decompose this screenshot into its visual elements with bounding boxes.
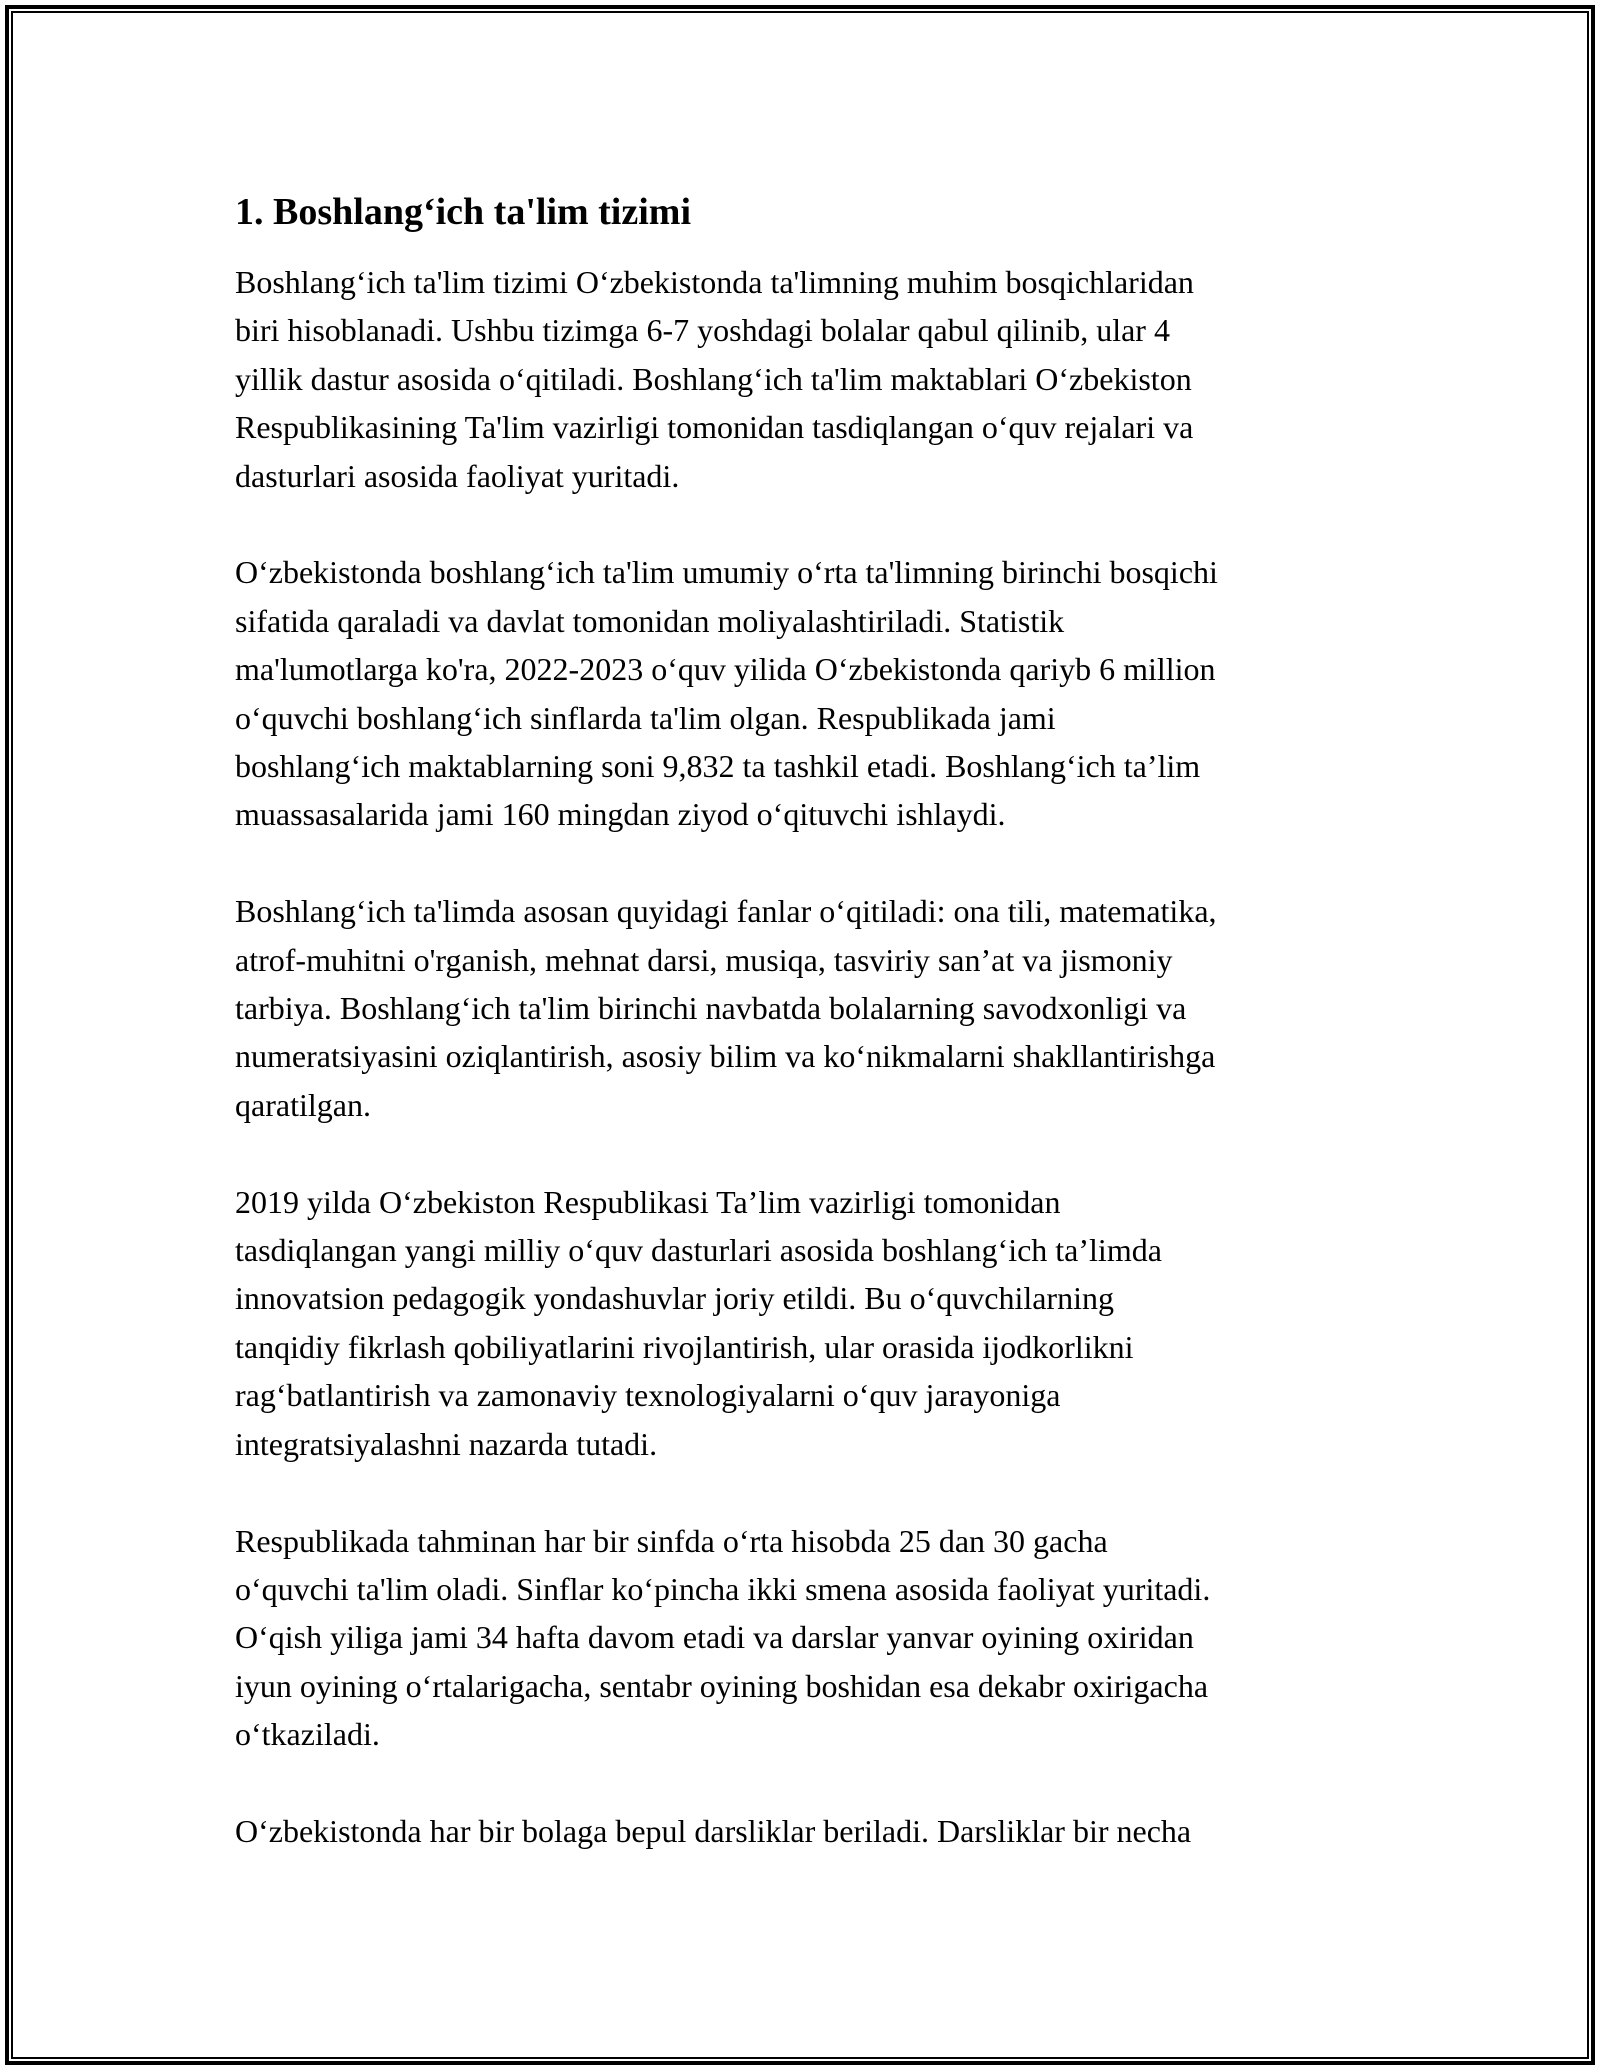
document-body <box>235 186 1375 1904</box>
paragraph-statistics: O‘zbekistonda boshlang‘ich ta'lim umumiy o‘rta ta'limning birinchi bosqichi sifatida qaraladi va davlat tomonidan moliyalashtiriladi. Statistik ma'lumotlarga ko'ra, 2022-2023 o‘quv yilida O‘zbekistonda qariyb 6 million o‘quvchi boshlang‘ich sinflarda ta'lim olgan. Respublikada jami boshlang‘ich maktablarning soni 9,832 ta tashkil etadi. Boshlang‘ich ta’lim muassasalarida jami 160 mingdan ziyod o‘qituvchi ishlaydi. <box>235 554 1218 833</box>
paragraph-class-schedule: Respublikada tahminan har bir sinfda o‘rta hisobda 25 dan 30 gacha o‘quvchi ta'lim oladi. Sinflar ko‘pincha ikki smena asosida faoliyat yuritadi. O‘qish yiliga jami 34 hafta davom etadi va darslar yanvar oyining oxiridan iyun oyining o‘rtalarigacha, sentabr oyining boshidan esa dekabr oxirigacha o‘tkaziladi. <box>235 1522 1211 1753</box>
paragraph-curriculum-2019: 2019 yilda O‘zbekiston Respublikasi Ta’lim vazirligi tomonidan tasdiqlangan yangi milliy o‘quv dasturlari asosida boshlang‘ich ta’limda innovatsion pedagogik yondashuvlar joriy etildi. Bu o‘quvchilarning tanqidiy fikrlash qobiliyatlarini rivojlantirish, ular orasida ijodkorlikni rag‘batlantirish va zamonaviy texnologiyalarni o‘quv jarayoniga integratsiyalashni nazarda tutadi. <box>235 1183 1162 1462</box>
paragraph-textbooks: O‘zbekistonda har bir bolaga bepul darsliklar beriladi. Darsliklar bir necha <box>235 1812 1192 1849</box>
section-heading: 1. Boshlang‘ich ta'lim tizimi <box>235 191 691 233</box>
paragraph-subjects: Boshlang‘ich ta'limda asosan quyidagi fanlar o‘qitiladi: ona tili, matematika, atrof-muhitni o'rganish, mehnat darsi, musiqa, tasviriy san’at va jismoniy tarbiya. Boshlang‘ich ta'lim birinchi navbatda bolalarning savodxonligi va numeratsiyasini oziqlantirish, asosiy bilim va ko‘nikmalarni shakllantirishga qaratilgan. <box>235 893 1217 1123</box>
paragraph-intro: Boshlang‘ich ta'lim tizimi O‘zbekistonda ta'limning muhim bosqichlaridan biri hisoblanadi. Ushbu tizimga 6-7 yoshdagi bolalar qabul qilinib, ular 4 yillik dastur asosida o‘qitiladi. Boshlang‘ich ta'lim maktablari O‘zbekiston Respublikasining Ta'lim vazirligi tomonidan tasdiqlangan o‘quv rejalari va dasturlari asosida faoliyat yuritadi. <box>235 264 1194 494</box>
